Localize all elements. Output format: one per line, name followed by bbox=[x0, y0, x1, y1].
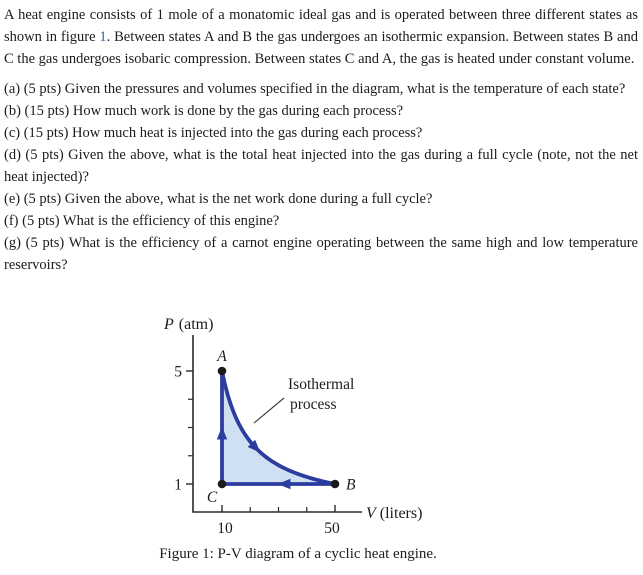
x-tick-label: 10 bbox=[217, 520, 233, 537]
figure-1-link[interactable]: 1 bbox=[99, 29, 107, 45]
y-tick-label: 1 bbox=[174, 476, 182, 494]
question-item: (f) (5 pts) What is the efficiency of this engine? bbox=[4, 213, 280, 229]
state-label-B: B bbox=[346, 476, 356, 494]
text-column bbox=[4, 0, 638, 276]
state-point-A bbox=[218, 367, 227, 376]
problem-statement bbox=[4, 4, 638, 70]
question-item: (c) (15 pts) How much heat is injected into the gas during each process? bbox=[4, 125, 423, 141]
intro-text-post: . Between states A and B the gas undergoes an isothermic expansion. Between states B and C the gas undergoes isobaric compression. Between states C and A, the gas is heated under constant volume. bbox=[4, 29, 638, 67]
question-item: (d) (5 pts) Given the above, what is the total heat injected into the gas during a full cycle (note, not the net heat injected)? bbox=[4, 147, 638, 185]
question-item: (e) (5 pts) Given the above, what is the net work done during a full cycle? bbox=[4, 191, 433, 207]
x-axis-unit: (liters) bbox=[379, 505, 423, 522]
y-axis-label bbox=[163, 316, 213, 333]
x-tick-label: 50 bbox=[324, 520, 340, 537]
question-item: (a) (5 pts) Given the pressures and volumes specified in the diagram, what is the temperature of each state? bbox=[4, 81, 626, 97]
state-label-A: A bbox=[217, 348, 227, 365]
annotation-pointer-line bbox=[254, 398, 284, 423]
y-tick-label: 5 bbox=[174, 363, 182, 381]
y-axis-variable: P bbox=[164, 316, 174, 333]
figure-caption: Figure 1: P-V diagram of a cyclic heat engine. bbox=[159, 546, 437, 562]
question-list bbox=[4, 78, 638, 276]
question-item: (g) (5 pts) What is the efficiency of a carnot engine operating between the same high and low temperature reservoirs? bbox=[4, 235, 638, 273]
pv-diagram bbox=[150, 305, 460, 548]
annotation-isothermal-line2: process bbox=[290, 396, 337, 413]
x-axis-label bbox=[366, 505, 422, 522]
y-axis-unit: (atm) bbox=[178, 316, 214, 333]
state-label-C: C bbox=[206, 489, 218, 506]
x-axis-variable: V bbox=[366, 505, 376, 522]
state-point-C bbox=[218, 480, 227, 489]
intro-text-pre: A heat engine consists of 1 mole of a monatomic ideal gas and is operated between three different states as shown in figure bbox=[4, 7, 638, 45]
question-item: (b) (15 pts) How much work is done by the gas during each process? bbox=[4, 103, 404, 119]
annotation-isothermal-line1: Isothermal bbox=[288, 376, 355, 393]
state-point-B bbox=[331, 480, 340, 489]
